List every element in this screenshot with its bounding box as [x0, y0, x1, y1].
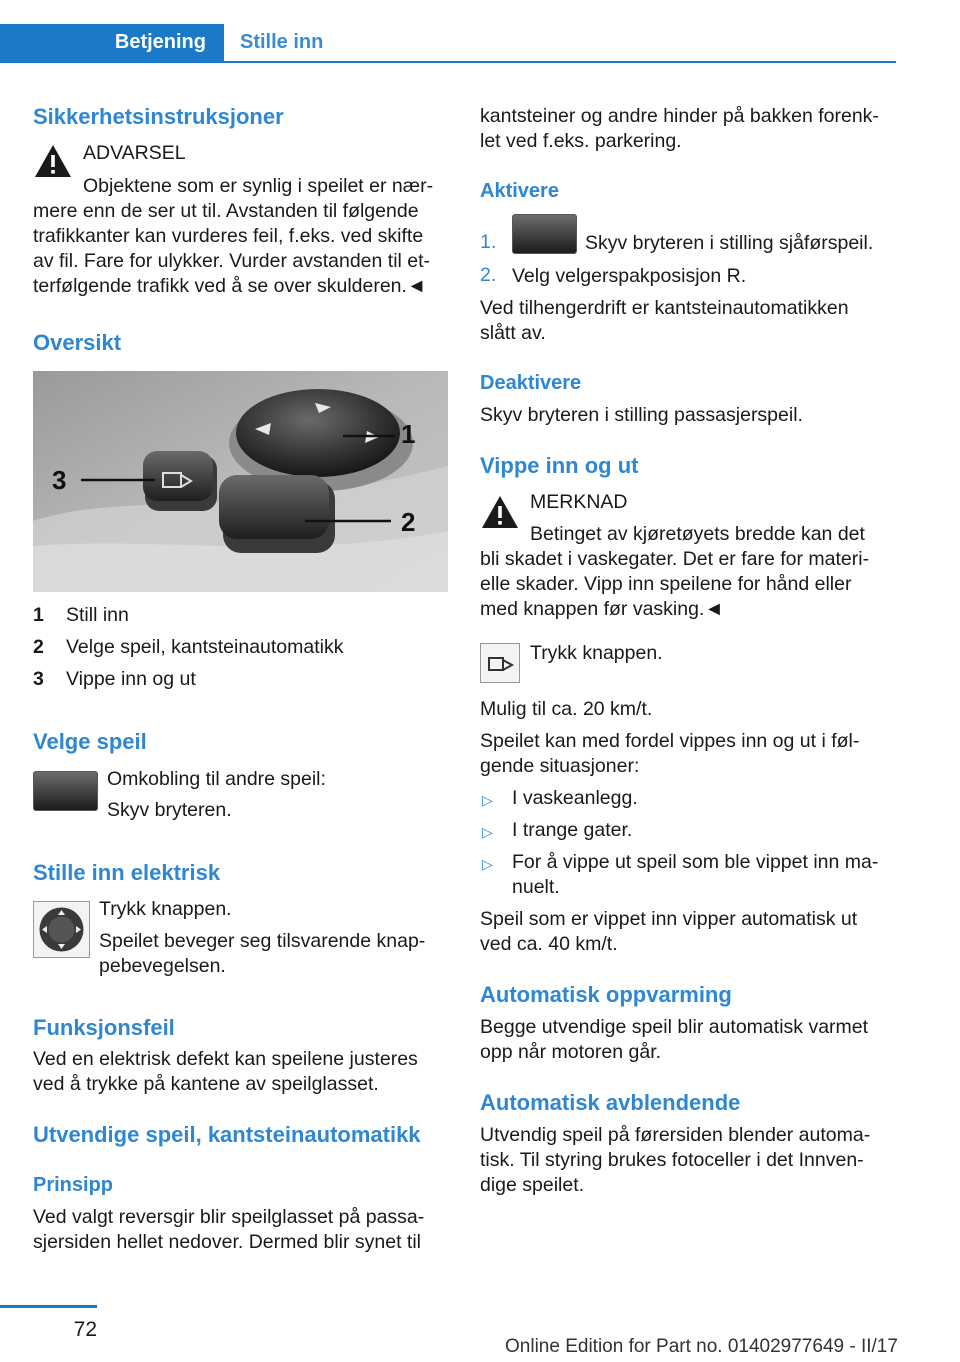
situations-line-1: Speilet kan med fordel vippes inn og ut i føl- — [480, 730, 860, 752]
trailer-line-2: slått av. — [480, 322, 546, 344]
bullet-icon-1: ▷ — [482, 792, 493, 808]
trailer-line-1: Ved tilhengerdrift er kantsteinautomatikken — [480, 297, 849, 319]
mirror-switch-icon — [33, 771, 98, 811]
warning-line-5: terfølgende trafikk ved å se over skulderen.◄ — [33, 275, 427, 297]
note-line-1: Betinget av kjøretøyets bredde kan det — [530, 523, 865, 545]
heading-deactivate: Deaktivere — [480, 372, 582, 394]
warning-title: ADVARSEL — [83, 142, 186, 164]
note-title: MERKNAD — [530, 491, 628, 513]
heading-fault: Funksjonsfeil — [33, 1015, 175, 1040]
photo-label-1: 1 — [401, 419, 416, 449]
select-line-2: Skyv bryteren. — [107, 799, 232, 821]
legend-num-1: 1 — [33, 604, 44, 626]
heading-fold: Vippe inn og ut — [480, 453, 639, 478]
heading-dimming: Automatisk avblendende — [480, 1090, 741, 1115]
heating-line-2: opp når motoren går. — [480, 1041, 662, 1063]
principle-line-1: Ved valgt reversgir blir speilglasset på passa- — [33, 1206, 425, 1228]
continued-line-2: let ved f.eks. parkering. — [480, 130, 682, 152]
heating-line-1: Begge utvendige speil blir automatisk varmet — [480, 1016, 869, 1038]
electric-line-1: Trykk knappen. — [99, 898, 232, 920]
header-tabs — [0, 0, 960, 62]
photo-label-2: 2 — [401, 507, 416, 537]
situations-line-2: gende situasjoner: — [480, 755, 640, 777]
electric-line-3: pebevegelsen. — [99, 955, 226, 977]
dimming-line-2: tisk. Til styring brukes fotoceller i det Innven- — [480, 1149, 864, 1171]
heading-safety: Sikkerhetsinstruksjoner — [33, 104, 284, 129]
legend-num-2: 2 — [33, 636, 44, 658]
heading-overview: Oversikt — [33, 330, 122, 355]
warning-line-2: mere enn de ser ut til. Avstanden til følgende — [33, 200, 419, 222]
auto-line-2: ved ca. 40 km/t. — [480, 933, 618, 955]
principle-line-2: sjersiden hellet nedover. Dermed blir synet til — [33, 1231, 422, 1253]
tab-stille-inn[interactable]: Stille inn — [240, 31, 324, 53]
legend-text-3: Vippe inn og ut — [66, 668, 196, 690]
footer-divider — [0, 1305, 97, 1308]
bullet-text-2: I trange gater. — [512, 819, 633, 841]
warning-line-4: av fil. Fare for ulykker. Vurder avstanden til et- — [33, 250, 431, 272]
speed-text: Mulig til ca. 20 km/t. — [480, 698, 653, 720]
dimming-line-1: Utvendig speil på førersiden blender automa- — [480, 1124, 871, 1146]
heading-heating: Automatisk oppvarming — [480, 982, 732, 1007]
legend-text-2: Velge speil, kantsteinautomatikk — [66, 636, 344, 658]
heading-electric: Stille inn elektrisk — [33, 860, 221, 885]
tab-betjening-label: Betjening — [114, 31, 206, 53]
header-divider — [0, 61, 896, 63]
bullet-icon-2: ▷ — [482, 824, 493, 840]
warning-line-3: trafikkanter kan vurderes feil, f.eks. ved skifte — [33, 225, 424, 247]
bullet-text-3-cont: nuelt. — [512, 876, 560, 898]
bullet-icon-3: ▷ — [482, 856, 493, 872]
auto-line-1: Speil som er vippet inn vipper automatisk ut — [480, 908, 858, 930]
heading-principle: Prinsipp — [33, 1174, 114, 1196]
legend-text-1: Still inn — [66, 604, 129, 626]
note-line-4: med knappen før vasking.◄ — [480, 598, 724, 620]
step-num-1: 1. — [480, 231, 497, 253]
deactivate-text: Skyv bryteren i stilling passasjerspeil. — [480, 404, 803, 426]
heading-select-mirror: Velge speil — [33, 729, 147, 754]
note-line-3: elle skader. Vipp inn speilene for hånd eller — [480, 573, 852, 595]
bullet-text-1: I vaskeanlegg. — [512, 787, 638, 809]
step-num-2: 2. — [480, 264, 497, 286]
electric-line-2: Speilet beveger seg tilsvarende knap- — [99, 930, 426, 952]
heading-activate: Aktivere — [480, 180, 559, 202]
warning-icon — [33, 143, 73, 179]
heading-curb-automatic: Utvendige speil, kantsteinautomatikk — [33, 1122, 421, 1147]
fold-button-icon — [480, 643, 520, 683]
notice-icon — [480, 494, 520, 530]
press-button-text: Trykk knappen. — [530, 642, 663, 664]
step-text-1: Skyv bryteren i stilling sjåførspeil. — [585, 232, 874, 254]
step-text-2: Velg velgerspakposisjon R. — [512, 265, 747, 287]
photo-label-3: 3 — [52, 465, 67, 495]
warning-line-1: Objektene som er synlig i speilet er nær- — [83, 175, 434, 197]
fault-line-2: ved å trykke på kantene av speilglasset. — [33, 1073, 379, 1095]
mirror-controls-photo — [33, 371, 448, 592]
continued-line-1: kantsteiner og andre hinder på bakken forenk- — [480, 105, 879, 127]
mirror-switch-icon-step — [512, 214, 577, 254]
fault-line-1: Ved en elektrisk defekt kan speilene justeres — [33, 1048, 418, 1070]
legend-num-3: 3 — [33, 668, 44, 690]
select-line-1: Omkobling til andre speil: — [107, 768, 326, 790]
bullet-text-3: For å vippe ut speil som ble vippet inn ma- — [512, 851, 879, 873]
tab-betjening[interactable] — [0, 24, 224, 61]
note-line-2: bli skadet i vaskegater. Det er fare for materi- — [480, 548, 870, 570]
edition-text: Online Edition for Part no. 01402977649 - II/17 — [505, 1336, 898, 1357]
adjust-button-icon — [33, 901, 90, 958]
dimming-line-3: dige speilet. — [480, 1174, 585, 1196]
page-number: 72 — [73, 1318, 97, 1341]
